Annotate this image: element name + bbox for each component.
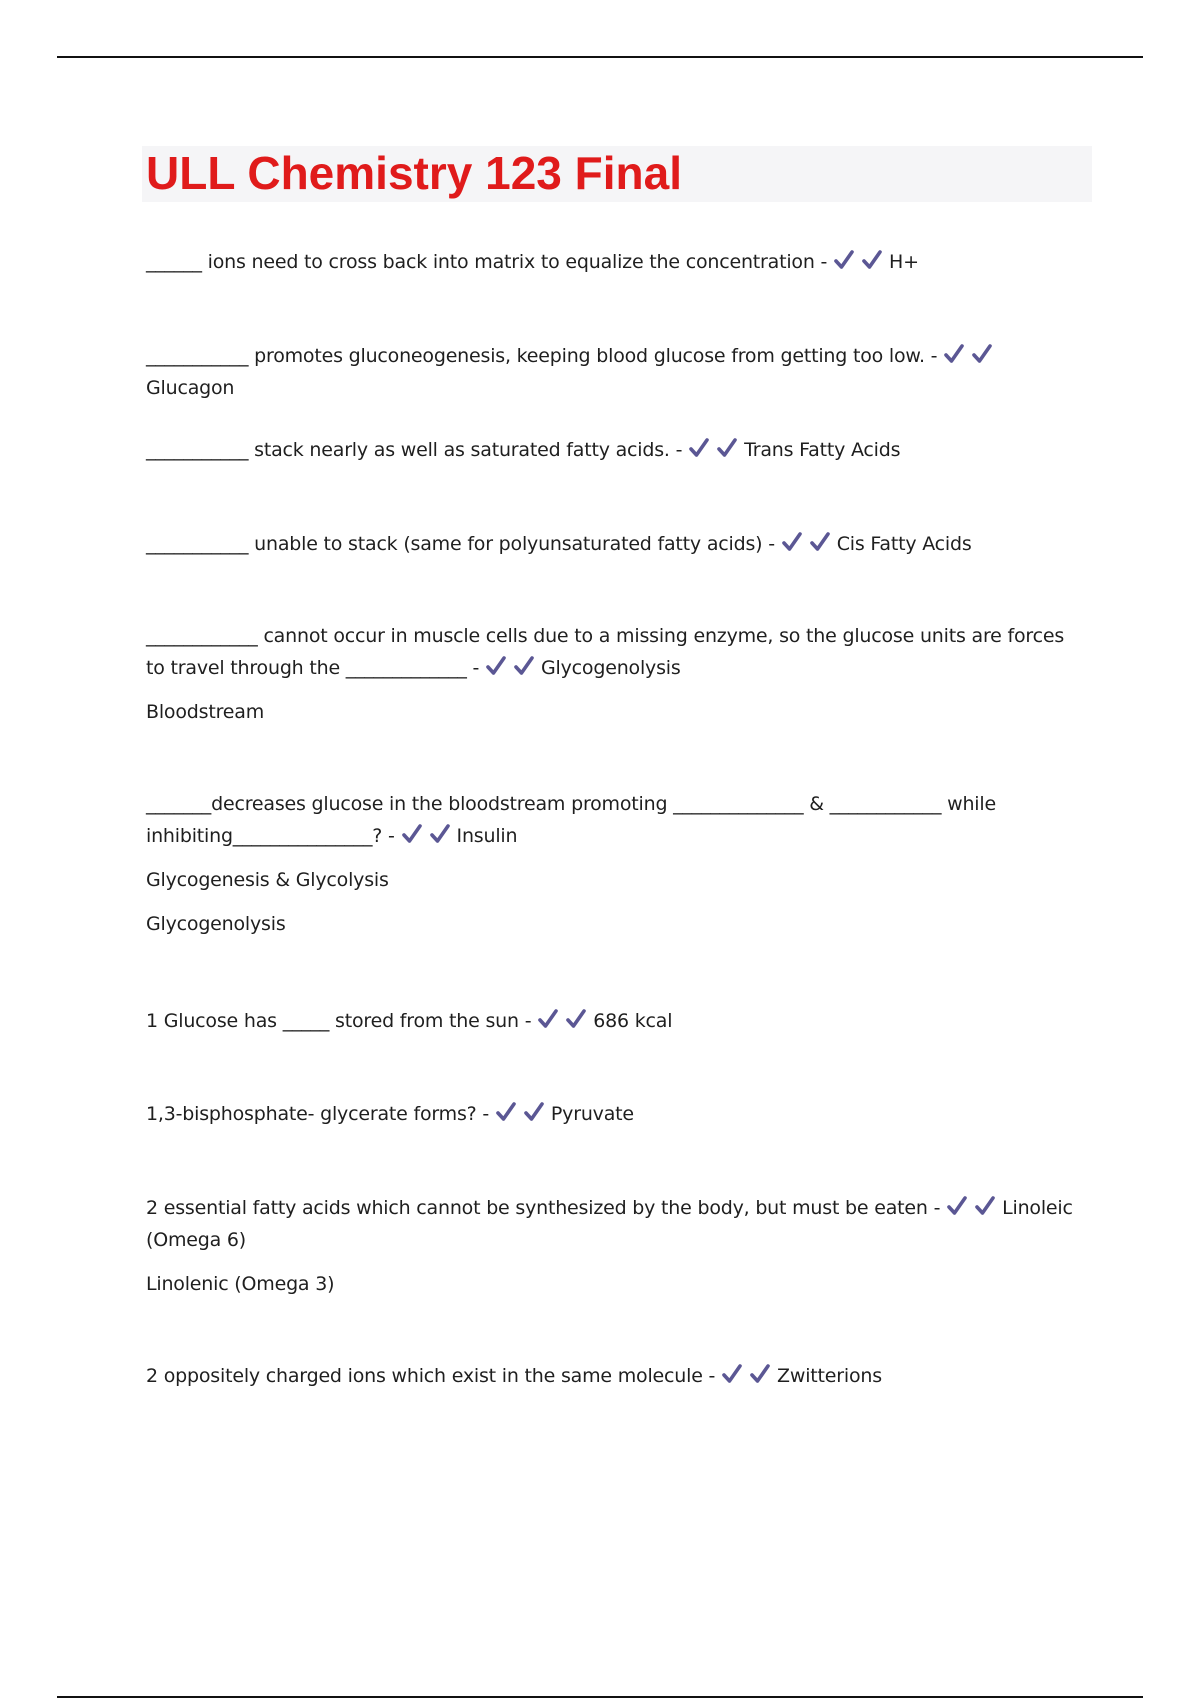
bottom-rule [57,1696,1143,1698]
qa-item-10 [146,1360,1086,1392]
double-check-icon [833,251,889,273]
question-text: ____________ cannot occur in muscle cells due to a missing enzyme, so the glucose units are forces to travel through the _____________ - [146,625,1065,679]
qa-line [146,788,1086,852]
question-text: ___________ unable to stack (same for polyunsaturated fatty acids) - [146,533,775,555]
qa-item-3 [146,434,1086,466]
question-text: _______decreases glucose in the bloodstream promoting ______________ & ____________ while inhibiting_______________? - [146,793,996,847]
double-check-icon [495,1103,551,1125]
top-rule [57,56,1143,58]
double-check-icon [537,1010,593,1032]
qa-item-7 [146,1005,1086,1037]
answer-text: Insulin [456,825,518,847]
qa-item-2 [146,340,1086,404]
qa-line [146,1192,1086,1256]
question-text: ___________ promotes gluconeogenesis, keeping blood glucose from getting too low. - [146,345,938,367]
question-text: 2 oppositely charged ions which exist in the same molecule - [146,1365,716,1387]
answer-text: Cis Fatty Acids [836,533,972,555]
answer-text: 686 kcal [593,1010,673,1032]
qa-line [146,1005,1086,1037]
question-text: 1,3-bisphosphate- glycerate forms? - [146,1103,490,1125]
answer-extra-line: Glycogenesis & Glycolysis [146,869,389,891]
qa-item-1 [146,246,1086,278]
qa-line [146,246,1086,278]
answer-extra-line: Linolenic (Omega 3) [146,1273,335,1295]
answer-text: Zwitterions [777,1365,882,1387]
qa-item-4 [146,528,1086,560]
qa-line [146,340,1086,404]
qa-item-6 [146,788,1086,940]
double-check-icon [946,1197,1002,1219]
question-text: 1 Glucose has _____ stored from the sun - [146,1010,532,1032]
question-text: ___________ stack nearly as well as saturated fatty acids. - [146,439,683,461]
qa-line [146,1360,1086,1392]
answer-extra-line: Bloodstream [146,701,265,723]
answer-text: Glycogenolysis [541,657,681,679]
answer-text: Pyruvate [550,1103,634,1125]
question-text: ______ ions need to cross back into matrix to equalize the concentration - [146,251,828,273]
answer-text: H+ [889,251,919,273]
answer-text: Glucagon [146,377,235,399]
qa-line [146,1098,1086,1130]
question-text: 2 essential fatty acids which cannot be synthesized by the body, but must be eaten - [146,1197,941,1219]
answer-text: Trans Fatty Acids [744,439,901,461]
qa-line [146,528,1086,560]
document-title: ULL Chemistry 123 Final [146,147,682,199]
double-check-icon [688,439,744,461]
double-check-icon [781,533,837,555]
qa-item-5 [146,620,1086,728]
double-check-icon [485,657,541,679]
answer-text: Linoleic (Omega 6) [146,1197,1073,1251]
qa-item-8 [146,1098,1086,1130]
qa-line [146,620,1086,684]
qa-line [146,434,1086,466]
qa-item-9 [146,1192,1086,1300]
double-check-icon [721,1365,777,1387]
double-check-icon [943,345,999,367]
double-check-icon [401,825,457,847]
answer-extra-line: Glycogenolysis [146,913,286,935]
